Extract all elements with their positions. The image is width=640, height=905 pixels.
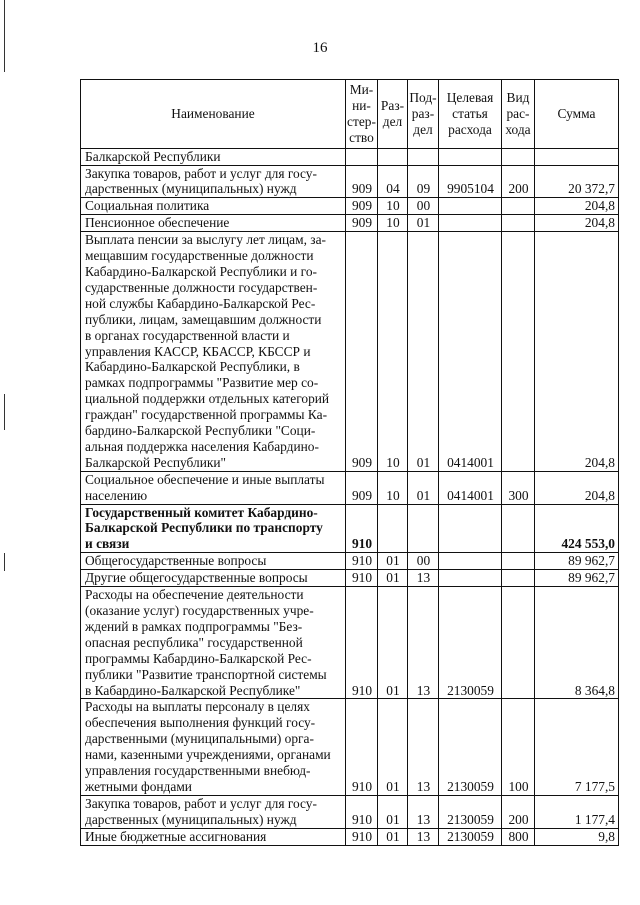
cell-ministry: 910 — [346, 504, 378, 553]
cell-name: Другие общегосударственные вопросы — [81, 570, 346, 587]
cell-ministry: 910 — [346, 587, 378, 699]
header-ministry: Ми- ни- стер- ство — [346, 80, 378, 149]
cell-name: Расходы на выплаты персоналу в целях обеспечения выполнения функций госу- дарственными (муниципальными) орга- нами, казенными учреждениями, органами управления государственными внебюд- жетными фондами — [81, 699, 346, 795]
cell-name: Общегосударственные вопросы — [81, 553, 346, 570]
cell-section: 10 — [378, 471, 408, 504]
cell-target-article — [439, 553, 502, 570]
table-row — [81, 570, 619, 587]
cell-expense-kind — [502, 232, 535, 472]
header-expense-kind: Вид рас- хода — [502, 80, 535, 149]
cell-expense-kind — [502, 587, 535, 699]
table-row — [81, 215, 619, 232]
cell-subsection — [408, 504, 439, 553]
cell-ministry: 909 — [346, 232, 378, 472]
cell-section: 10 — [378, 198, 408, 215]
table-body — [81, 148, 619, 845]
scan-edge-mark — [4, 394, 5, 430]
cell-subsection: 01 — [408, 232, 439, 472]
cell-sum: 204,8 — [535, 232, 619, 472]
cell-name: Государственный комитет Кабардино- Балкарской Республики по транспорту и связи — [81, 504, 346, 553]
cell-sum: 204,8 — [535, 198, 619, 215]
table-row — [81, 504, 619, 553]
cell-ministry: 910 — [346, 795, 378, 828]
cell-name: Социальное обеспечение и иные выплаты населению — [81, 471, 346, 504]
cell-name: Закупка товаров, работ и услуг для госу- дарственных (муниципальных) нужд — [81, 165, 346, 198]
cell-ministry: 909 — [346, 471, 378, 504]
table-row — [81, 165, 619, 198]
cell-sum: 8 364,8 — [535, 587, 619, 699]
cell-expense-kind — [502, 570, 535, 587]
cell-ministry: 910 — [346, 570, 378, 587]
cell-section: 10 — [378, 232, 408, 472]
header-target-article: Целевая статья расхода — [439, 80, 502, 149]
cell-sum: 204,8 — [535, 215, 619, 232]
cell-target-article: 0414001 — [439, 232, 502, 472]
cell-sum: 9,8 — [535, 828, 619, 845]
cell-section: 10 — [378, 215, 408, 232]
cell-section: 01 — [378, 587, 408, 699]
cell-subsection: 13 — [408, 570, 439, 587]
cell-expense-kind — [502, 215, 535, 232]
cell-subsection: 13 — [408, 795, 439, 828]
cell-subsection: 01 — [408, 215, 439, 232]
cell-subsection: 13 — [408, 828, 439, 845]
cell-target-article — [439, 198, 502, 215]
scan-edge-mark — [4, 553, 5, 571]
table-row — [81, 148, 619, 165]
cell-target-article: 2130059 — [439, 828, 502, 845]
cell-section — [378, 504, 408, 553]
cell-ministry: 910 — [346, 828, 378, 845]
cell-name: Расходы на обеспечение деятельности (оказание услуг) государственных учре- ждений в рамках подпрограммы "Без- опасная республика" государственной программы Кабардино-Балкарской Рес- публики "Развитие транспортной системы в Кабардино-Балкарской Республике" — [81, 587, 346, 699]
cell-sum: 1 177,4 — [535, 795, 619, 828]
table-row — [81, 471, 619, 504]
cell-name: Иные бюджетные ассигнования — [81, 828, 346, 845]
cell-target-article: 2130059 — [439, 699, 502, 795]
cell-expense-kind: 300 — [502, 471, 535, 504]
cell-expense-kind — [502, 504, 535, 553]
budget-table — [80, 79, 619, 846]
cell-subsection — [408, 148, 439, 165]
cell-subsection: 00 — [408, 553, 439, 570]
cell-name: Закупка товаров, работ и услуг для госу- дарственных (муниципальных) нужд — [81, 795, 346, 828]
cell-ministry: 909 — [346, 215, 378, 232]
cell-ministry: 910 — [346, 699, 378, 795]
cell-target-article — [439, 215, 502, 232]
table-row — [81, 795, 619, 828]
table-header-row — [81, 80, 619, 149]
cell-expense-kind — [502, 198, 535, 215]
cell-expense-kind — [502, 553, 535, 570]
header-name: Наименование — [81, 80, 346, 149]
cell-ministry — [346, 148, 378, 165]
cell-sum: 204,8 — [535, 471, 619, 504]
cell-sum: 7 177,5 — [535, 699, 619, 795]
cell-section: 01 — [378, 795, 408, 828]
cell-expense-kind: 200 — [502, 795, 535, 828]
header-subsection: Под- раз- дел — [408, 80, 439, 149]
cell-section: 01 — [378, 828, 408, 845]
cell-name: Выплата пенсии за выслугу лет лицам, за- мещавшим государственные должности Кабардино-Балкарской Республики и го- сударственные должности государствен- ной службы Кабардино-Балкарской Рес- публики, лицам, замещавшим должности в органах государственной власти и управления КАССР, КБАССР, КБССР и Кабардино-Балкарской Республики, в рамках подпрограммы "Развитие мер со- циальной поддержки отдельных категорий граждан" государственной программы Ка- бардино-Балкарской Республики "Соци- альная поддержка населения Кабардино- Балкарской Республики" — [81, 232, 346, 472]
cell-target-article: 2130059 — [439, 587, 502, 699]
cell-section: 01 — [378, 699, 408, 795]
cell-expense-kind: 200 — [502, 165, 535, 198]
cell-name: Балкарской Республики — [81, 148, 346, 165]
table-row — [81, 699, 619, 795]
table-row — [81, 232, 619, 472]
cell-subsection: 09 — [408, 165, 439, 198]
cell-target-article: 9905104 — [439, 165, 502, 198]
cell-subsection: 01 — [408, 471, 439, 504]
cell-sum: 20 372,7 — [535, 165, 619, 198]
cell-expense-kind — [502, 148, 535, 165]
page-number: 16 — [312, 40, 328, 56]
cell-ministry: 910 — [346, 553, 378, 570]
cell-subsection: 00 — [408, 198, 439, 215]
cell-name: Социальная политика — [81, 198, 346, 215]
cell-subsection: 13 — [408, 699, 439, 795]
cell-ministry: 909 — [346, 198, 378, 215]
cell-section — [378, 148, 408, 165]
header-sum: Сумма — [535, 80, 619, 149]
table-row — [81, 553, 619, 570]
cell-section: 01 — [378, 553, 408, 570]
cell-sum: 89 962,7 — [535, 553, 619, 570]
cell-target-article: 2130059 — [439, 795, 502, 828]
cell-expense-kind: 100 — [502, 699, 535, 795]
cell-subsection: 13 — [408, 587, 439, 699]
cell-sum — [535, 148, 619, 165]
cell-target-article: 0414001 — [439, 471, 502, 504]
table-row — [81, 587, 619, 699]
cell-section: 01 — [378, 570, 408, 587]
cell-ministry: 909 — [346, 165, 378, 198]
cell-target-article — [439, 148, 502, 165]
cell-section: 04 — [378, 165, 408, 198]
cell-expense-kind: 800 — [502, 828, 535, 845]
scan-edge-mark — [4, 0, 5, 72]
cell-target-article — [439, 504, 502, 553]
cell-sum: 89 962,7 — [535, 570, 619, 587]
table-row — [81, 198, 619, 215]
header-section: Раз- дел — [378, 80, 408, 149]
cell-sum: 424 553,0 — [535, 504, 619, 553]
cell-name: Пенсионное обеспечение — [81, 215, 346, 232]
cell-target-article — [439, 570, 502, 587]
table-row — [81, 828, 619, 845]
